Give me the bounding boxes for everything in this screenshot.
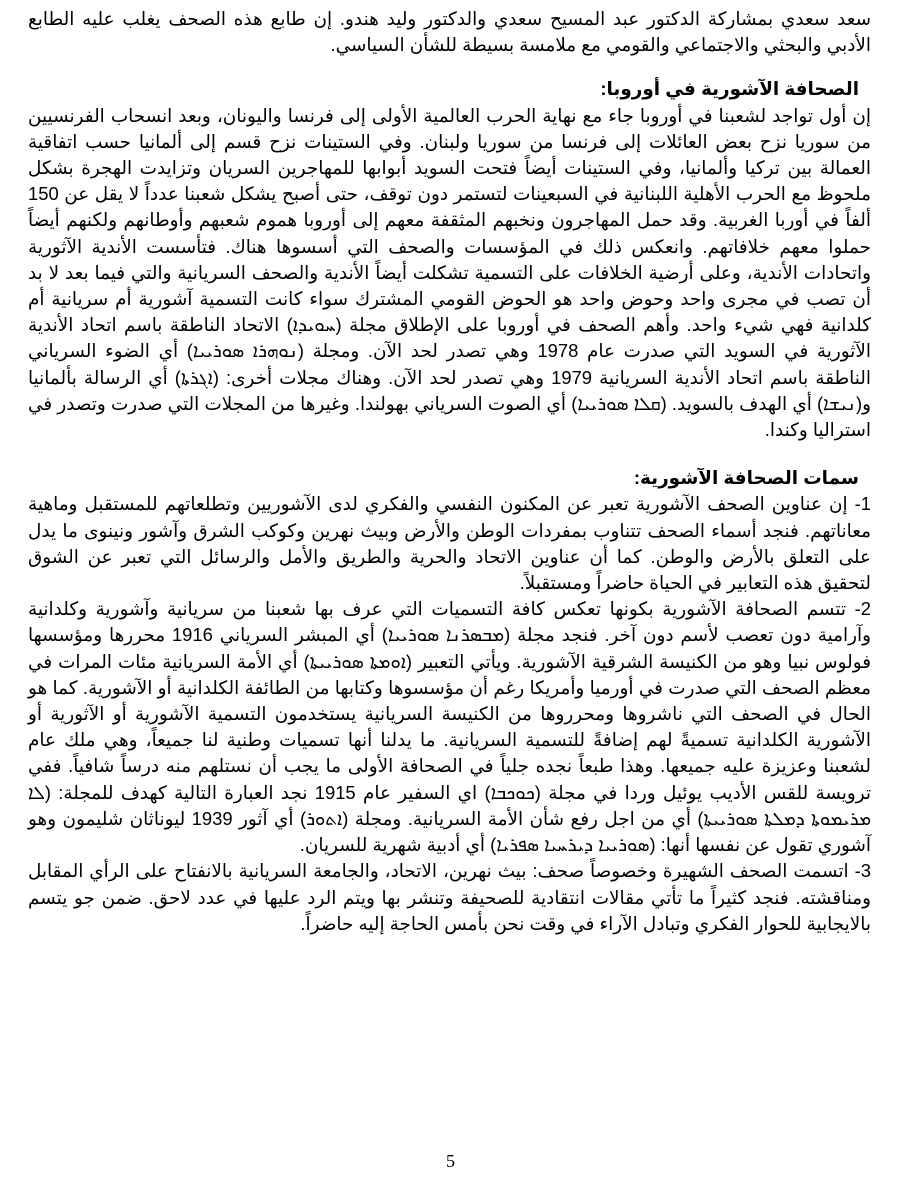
intro-paragraph: سعد سعدي بمشاركة الدكتور عبد المسيح سعدي والدكتور وليد هندو. إن طابع هذه الصحف يغلب عليه الطابع الأدبي والبحثي والاجتماعي والقومي مع ملامسة بسيطة للشأن السياسي. [28,8,871,56]
section-heading-europe: الصحافة الآشورية في أوروبا: [600,78,859,100]
document-page [28,0,871,937]
section-heading-features: سمات الصحافة الآشورية: [633,467,859,489]
features-paragraph-3: 3- اتسمت الصحف الشهيرة وخصوصاً صحف: بيث نهرين، الاتحاد، والجامعة السريانية بالانفتاح على الرأي المقابل ومناقشته. فنجد كثيراً ما تأتي مقالات انتقادية للصحيفة وتنشر بها ويتم الرد عليها في عدد لاحق. ضمن جو يتسم بالايجابية للحوار الفكري وتبادل الآراء في وقت نحن بأمس الحاجة إليه حاضراً. [28,860,871,934]
features-paragraph-1: 1- إن عناوين الصحف الآشورية تعبر عن المكنون النفسي والفكري لدى الآشوريين وتطلعاتهم للمستقبل وماهية معاناتهم. فنجد أسماء الصحف تتناوب بمفردات الوطن والأرض وبيث نهرين وكوكب الشرق وآشور ونينوى ما يدل على التعلق بالأرض والوطن. كما أن عناوين الاتحاد والحرية والطريق والأمل والرسائل التي تعبر عن الشوق لتحقيق هذه التعابير في الحياة حاضراً ومستقبلاً. [28,493,871,594]
page-number: 5 [446,1151,455,1171]
features-paragraph-2: 2- تتسم الصحافة الآشورية بكونها تعكس كافة التسميات التي عرف بها شعبنا من سريانية وآشورية وكلدانية وآرامية دون تعصب لأسم دون آخر. فنجد مجلة (ܡܒܣܪܢܐ ܣܘܪܝܝܐ) أي المبشر السرياني 1916 محررها ومؤسسها فولوس نبيا وهو من الكنيسة الشرقية الآشورية. ويأتي التعبير (ܐܘܡܬܐ ܣܘܪܝܝܬܐ) أي الأمة السريانية مئات المرات في معظم الصحف التي صدرت في أورميا وأمريكا رغم أن مؤسسوها وكتابها من الطائفة الكلدانية أو الآشورية. كما هو الحال في الصحف التي ناشروها ومحرروها من الكنيسة السريانية يستخدمون التسمية الآشورية أو الآثورية أو الآشورية الكلدانية تسميةً لهم إضافةً للتسمية السريانية. ما يدلنا أنها تسميات وطنية لنا جميعاً، وهي ملك عام لشعبنا وعزيزة عليه جميعها. وهذا طبعاً نجده جلياً في الصحافة الأولى ما يجب أن نستلهم منه درساً شافياً. ففي ترويسة للقس الأديب يوئيل وردا في مجلة (ܟܘܟܒܐ) اي السفير عام 1915 نجد العبارة التالية كهدف للمجلة: (ܠܐ ܡܪܝܡܘܬܐ ܕܡܠܬܐ ܣܘܪܝܝܬܐ) أي من اجل رفع شأن الأمة السريانية. ومجلة (ܐܬܘܪ) أي آثور 1939 ليوناثان شليمون وهو آشوري تقول عن نفسها أنها: (ܣܘܪܝܝܐ ܕܝܪܚܝܐ ܣܦܪܝܐ) أي أدبية شهرية للسريان. [28,598,871,856]
europe-paragraph: إن أول تواجد لشعبنا في أوروبا جاء مع نهاية الحرب العالمية الأولى إلى فرنسا واليونان، وبعد انسحاب الفرنسيين من سوريا نزح بعض العائلات إلى فرنسا من سوريا ولبنان. وفي الستينات نزح قسم إلى ألمانيا حسب اتفاقية العمالة بين تركيا وألمانيا، وفي الستينات أيضاً فتحت السويد أبوابها للمهاجرين السريان وتزايدت الهجرة بشكل ملحوظ مع الحرب الأهلية اللبنانية في السبعينات لتستمر دون توقف، حتى أصبح يشكل شعبنا عدداً لا يقل عن 150 ألفاً في أوربا الغربية. وقد حمل المهاجرون ونخبهم المثقفة معهم إلى أوروبا هموم شعبهم وأوطانهم ولكنهم أيضاً حملوا معهم خلافاتهم. وانعكس ذلك في المؤسسات والصحف التي أسسوها هناك. فتأسست الأندية الآثورية واتحادات الأندية، وعلى أرضية الخلافات على التسمية تشكلت أيضاً الأندية والصحف السريانية والتي فيما بعد لا بد أن تصب في مجرى واحد وحوض واحد هو الحوض القومي المشترك سواء كانت التسمية آشورية أم سريانية أم كلدانية فهي شيء واحد. وأهم الصحف في أوروبا على الإطلاق مجلة (ܚܘܝܕܐ) الاتحاد الناطقة باسم اتحاد الأندية الآثورية في السويد التي صدرت عام 1978 وهي تصدر لحد الآن. ومجلة (ܢܘܗܪܐ ܣܘܪܝܝܐ) أي الضوء السرياني الناطقة باسم اتحاد الأندية السريانية 1979 وهي تصدر لحد الآن. وهناك مجلات أخرى: (ܐܓܪܬܐ) أي الرسالة بألمانيا و(ܢܝܫܐ) أي الهدف بالسويد. (ܩܠܐ ܣܘܪܝܝܐ) أي الصوت السرياني بهولندا. وغيرها من المجلات التي صدرت وتصدر في استراليا وكندا. [28,104,871,441]
